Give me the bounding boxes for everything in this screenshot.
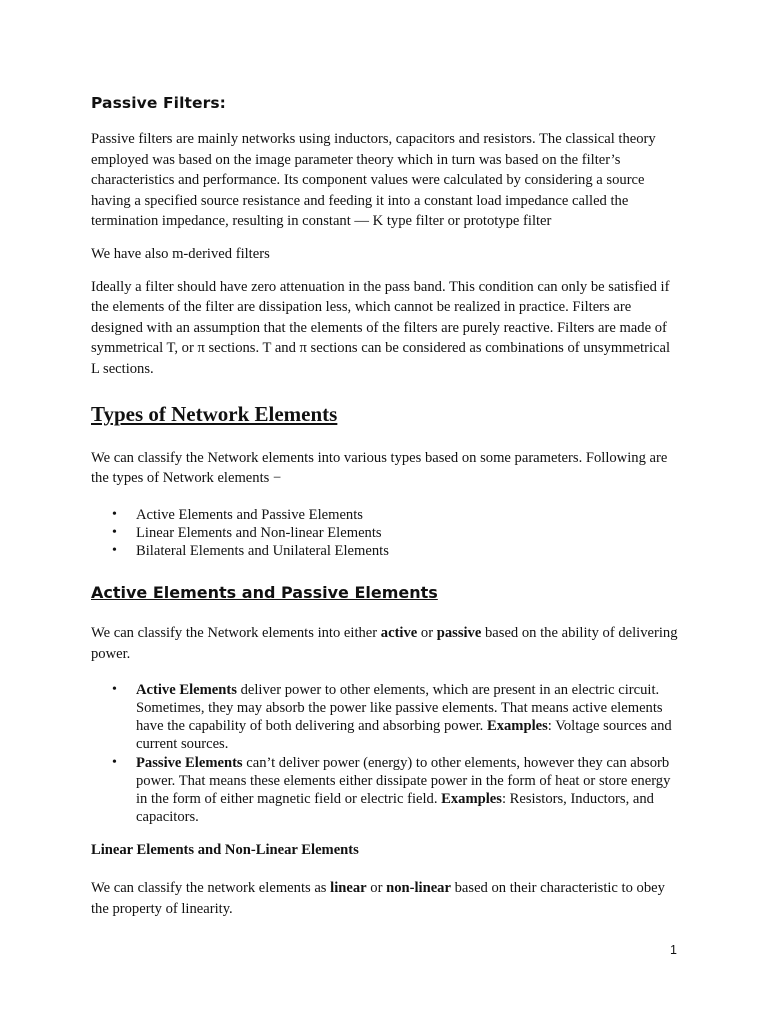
heading-active-passive-elements: Active Elements and Passive Elements [91,583,438,602]
passive-elements-text: can’t deliver power (energy) to other elements, however they can absorb power. That means these elements either dissipate power in the form of heat or store energy in the form of either magnetic field or electric field. [136,754,671,807]
paragraph-linear-intro [91,878,681,919]
list-item-text: Linear Elements and Non-linear Elements [136,524,382,541]
paragraph-active-passive-intro [91,623,681,664]
paragraph-types-intro: We can classify the Network elements into various types based on some parameters. Following are the types of Network elements − [91,449,668,487]
linear-text-after: based on their characteristic to obey the property of linearity. [91,879,665,917]
examples-label: Examples [441,790,502,807]
list-item-text: Bilateral Elements and Unilateral Elements [136,542,389,559]
list-item [91,506,681,524]
term-active: active [380,625,418,641]
term-non-linear: non-linear [386,879,451,896]
bullet-icon: • [112,506,117,522]
passive-examples-text: : Resistors, Inductors, and capacitors. [136,790,654,825]
term-active-elements: Active Elements [136,682,237,699]
intro-text-middle: or [417,625,437,641]
term-linear: linear [330,879,367,896]
active-examples-text: : Voltage sources and current sources. [136,718,672,753]
heading-linear-nonlinear-elements: Linear Elements and Non-Linear Elements [91,841,359,858]
bullet-icon: • [112,682,117,698]
term-passive: passive [436,625,482,641]
bullet-icon: • [112,754,117,770]
linear-text-before: We can classify the network elements as [91,879,331,896]
list-item [91,542,681,560]
list-item-passive-elements [91,754,681,826]
bullet-icon: • [112,524,117,540]
paragraph-ideal-filter: Ideally a filter should have zero attenuation in the pass band. This condition can only be satisfied if the elements of the filter are dissipation less, which cannot be realized in practice. Filters are designed with an assumption that the elements of the filters are purely reactive. Filters are made of symmetrical T, or π sections. T and π sections can be considered as combinations of unsymmetrical L sections. [91,278,671,377]
active-passive-list [91,681,681,826]
term-passive-elements: Passive Elements [136,754,243,771]
heading-types-of-network-elements: Types of Network Elements [91,401,338,426]
page-number: 1 [670,943,677,957]
list-item-text: Active Elements and Passive Elements [136,506,363,523]
bullet-icon: • [112,542,117,558]
intro-text-before: We can classify the Network elements into either [91,625,381,641]
paragraph-m-derived: We have also m-derived filters [91,245,270,262]
paragraph-passive-filters-intro: Passive filters are mainly networks using inductors, capacitors and resistors. The classical theory employed was based on the image parameter theory which in turn was based on the filter’s characteristics and performance. Its component values were calculated by considering a source having a specified source resistance and feeding it into a constant load impedance called the termination impedance, resulting in constant — K type filter or prototype filter [91,131,656,230]
examples-label: Examples [486,718,548,735]
list-item [91,524,681,542]
page-content [91,94,681,931]
types-list [91,506,681,560]
intro-text-after: based on the ability of delivering power. [91,625,678,662]
active-elements-text: deliver power to other elements, which are present in an electric circuit. Sometimes, they may absorb the power like passive elements. That means active elements have the capability of both delivering and absorbing power. [136,682,663,735]
linear-text-middle: or [366,879,387,896]
list-item-active-elements [91,681,681,753]
heading-passive-filters: Passive Filters: [91,94,226,112]
